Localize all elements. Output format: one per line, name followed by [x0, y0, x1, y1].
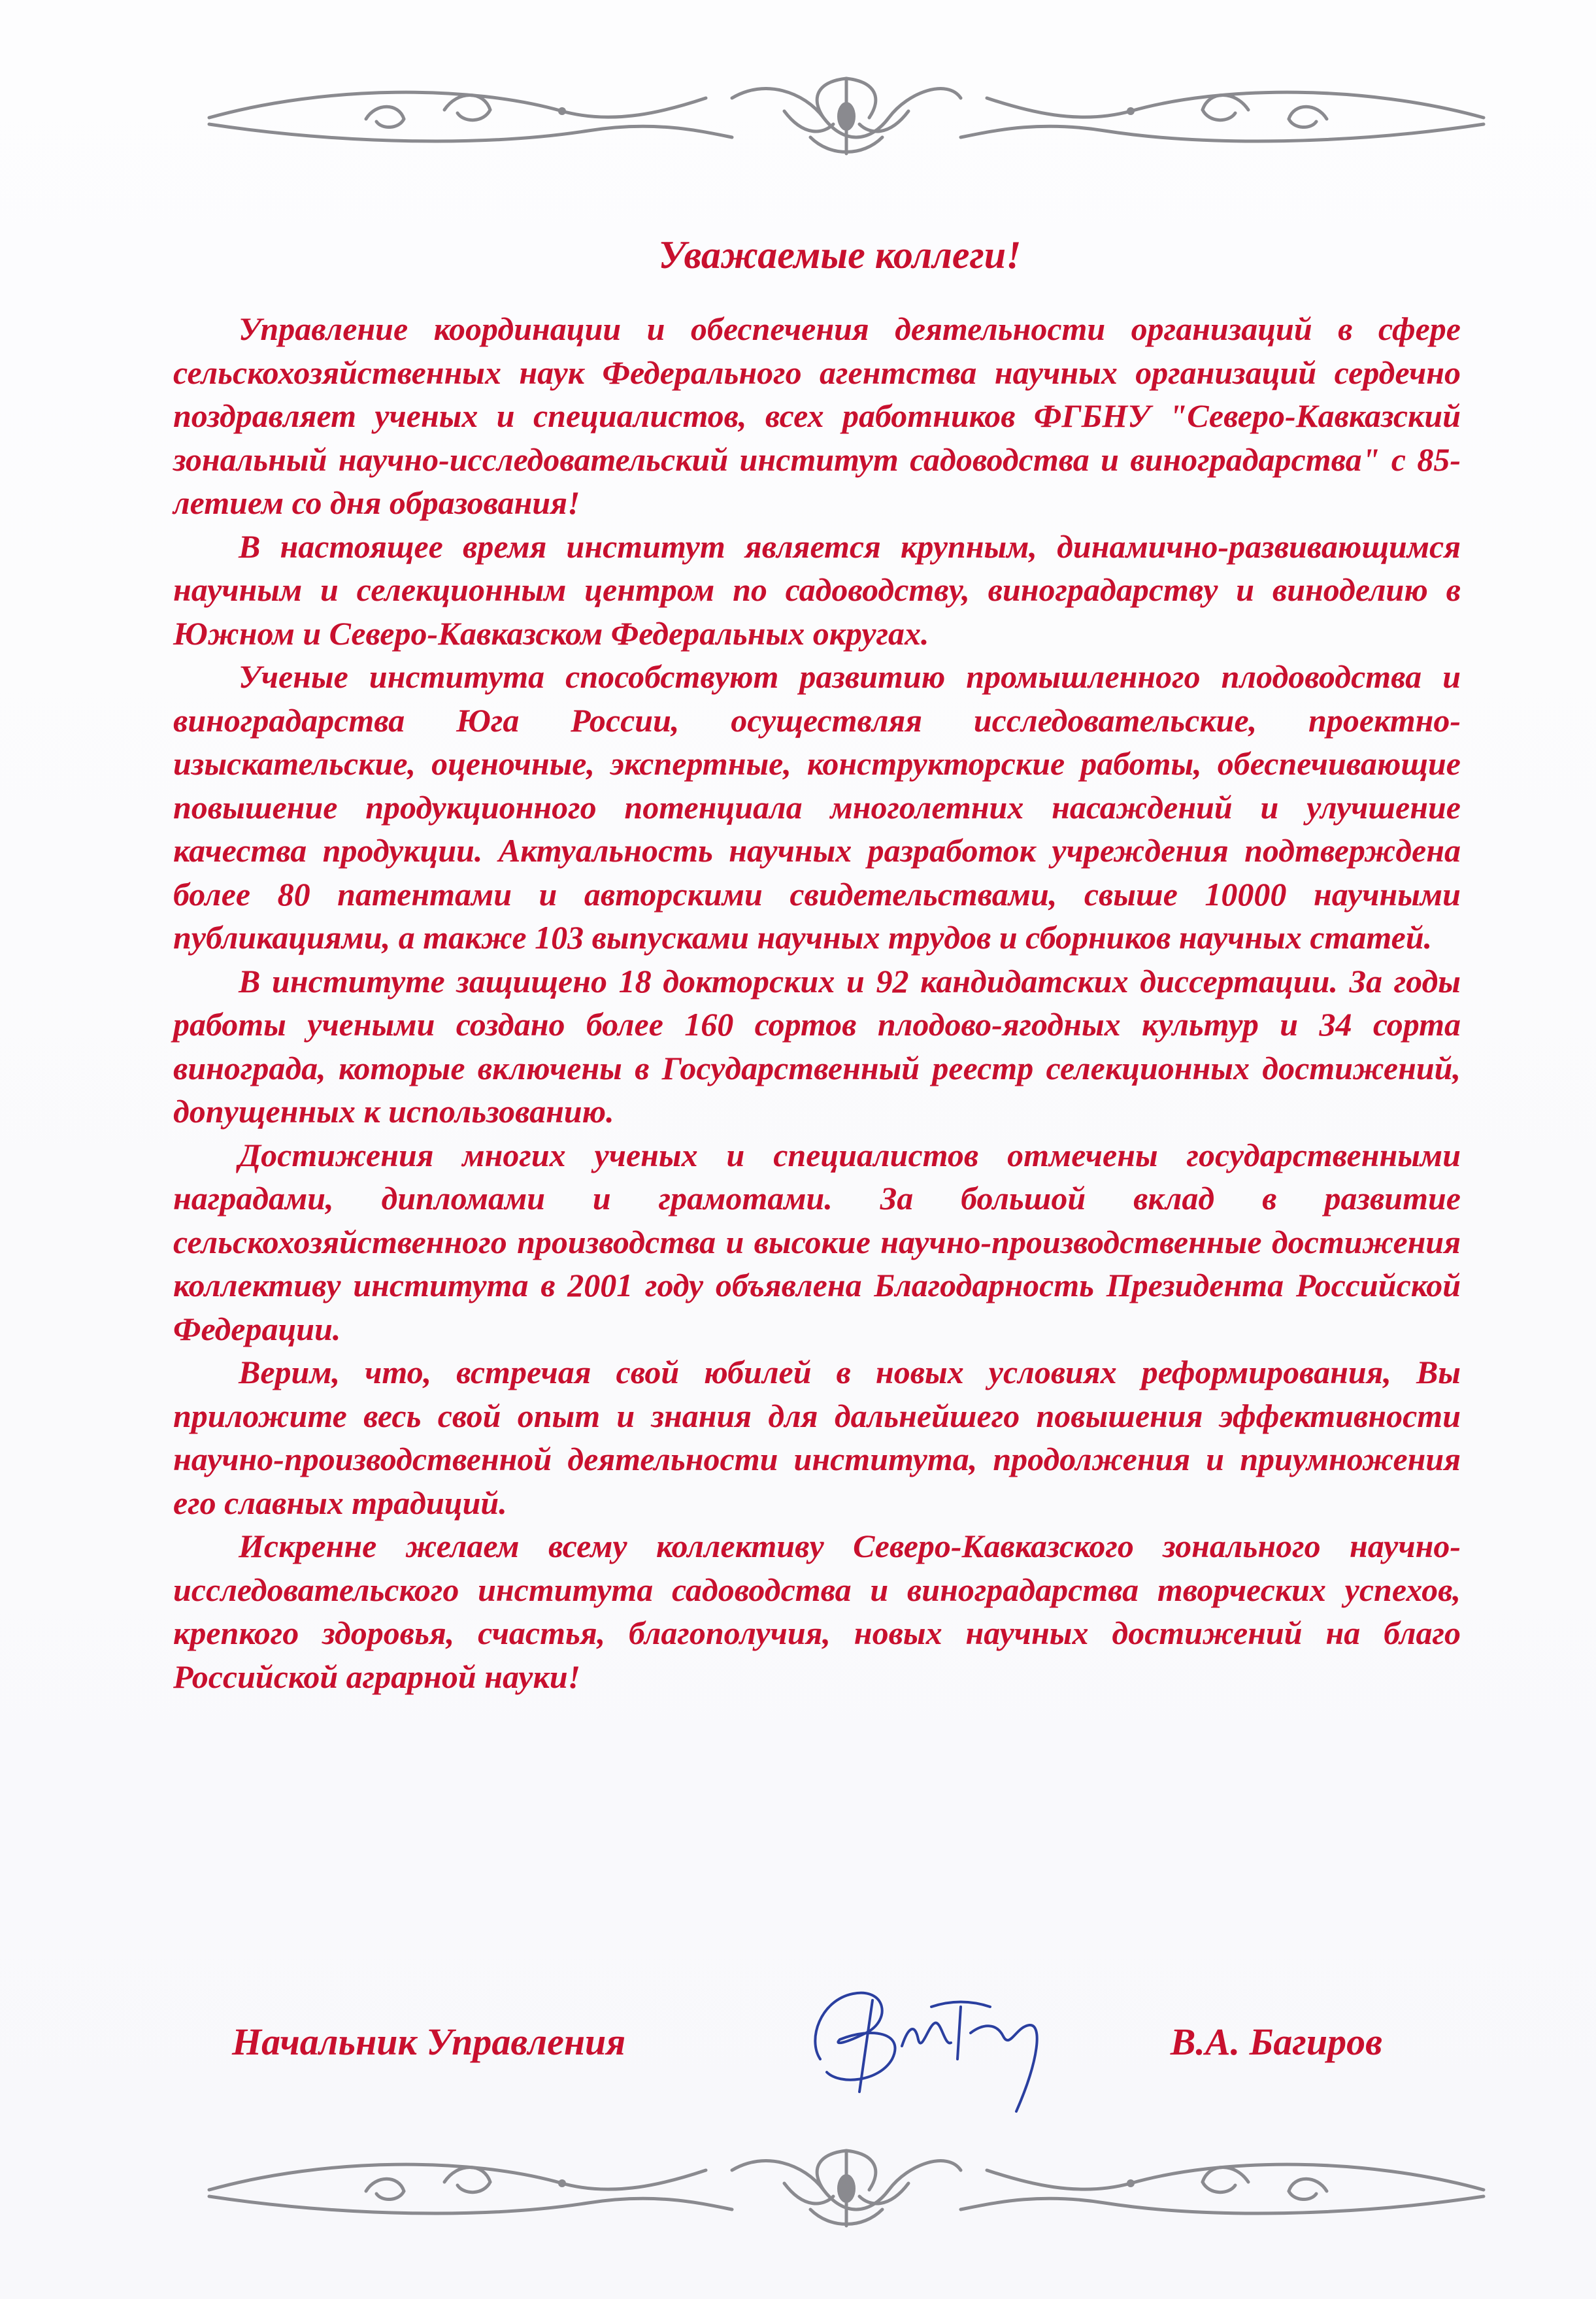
paragraph: Ученые института способствуют развитию промышленного плодоводства и виноградарства Юга России, осуществляя исследовательские, проектно-изыскательские, оценочные, экспертные, конструкторские работы, обеспечивающие повышение продукционного потенциала многолетних насаждений и улучшение качества продукции. Актуальность научных разработок учреждения подтверждена более 80 патентами и авторскими свидетельствами, свыше 10000 научными публикациями, а также 103 выпусками научных трудов и сборников научных статей.	[173, 658, 1461, 956]
top-ornament	[196, 72, 1497, 163]
paragraph: Управление координации и обеспечения деятельности организаций в сфере сельскохозяйственных наук Федерального агентства научных организаций сердечно поздравляет ученых и специалистов, всех работников ФГБНУ "Северо-Кавказский зональный научно-исследовательский институт садоводства и виноградарства" с 85-летием со дня образования!	[173, 310, 1461, 521]
greeting-heading: Уважаемые коллеги!	[658, 233, 1022, 277]
paragraph: В настоящее время институт является крупным, динамично-развивающимся научным и селекционным центром по садоводству, виноградарству и виноделию в Южном и Северо-Кавказском Федеральных округах.	[173, 528, 1461, 652]
paragraph: Достижения многих ученых и специалистов отмечены государственными наградами, дипломами и грамотами. За большой вклад в развитие сельскохозяйственного производства и высокие научно-производственные достижения коллективу института в 2001 году объявлена Благодарность Президента Российской Федерации.	[173, 1136, 1461, 1347]
letter-text	[173, 307, 1461, 1698]
paragraph: Верим, что, встречая свой юбилей в новых условиях реформирования, Вы приложите весь свой опыт и знания для дальнейшего повышения эффективности научно-производственной деятельности института, продолжения и приумножения его славных традиций.	[173, 1354, 1461, 1521]
signature-block	[232, 1981, 1382, 2151]
handwritten-signature	[794, 1961, 1069, 2131]
signer-position: Начальник Управления	[232, 2021, 626, 2063]
signer-name: В.А. Багиров	[1170, 2021, 1382, 2063]
paragraph: Искренне желаем всему коллективу Северо-Кавказского зонального научно-исследовательского института садоводства и виноградарства творческих успехов, крепкого здоровья, счастья, благополучия, новых научных достижений на благо Российской аграрной науки!	[173, 1528, 1461, 1695]
paragraph: В институте защищено 18 докторских и 92 кандидатских диссертации. За годы работы учеными создано более 160 сортов плодово-ягодных культур и 34 сорта винограда, которые включены в Государственный реестр селекционных достижений, допущенных к использованию.	[173, 962, 1461, 1130]
letter-body	[173, 229, 1461, 1698]
bottom-ornament	[196, 2144, 1497, 2236]
